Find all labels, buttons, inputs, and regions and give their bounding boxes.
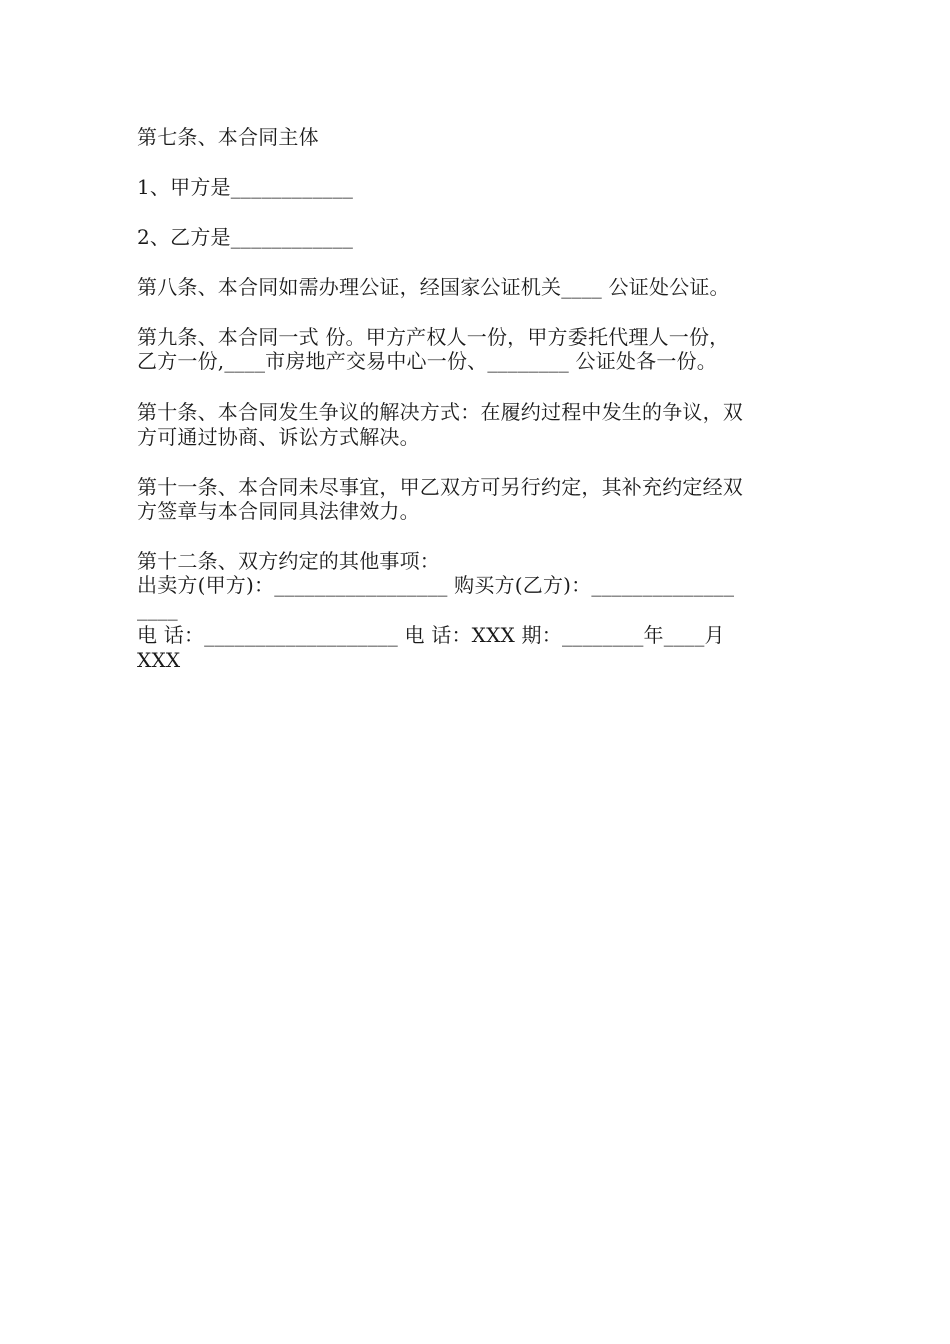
article-9-line-1: 第九条、本合同一式 份。甲方产权人一份，甲方委托代理人一份， bbox=[137, 325, 730, 349]
article-7-heading: 第七条、本合同主体 bbox=[137, 125, 319, 149]
signature-line-continued: ____ bbox=[137, 597, 178, 621]
article-11-line-1: 第十一条、本合同未尽事宜，甲乙双方可另行约定，其补充约定经双 bbox=[137, 475, 743, 499]
article-12-heading: 第十二条、双方约定的其他事项： bbox=[137, 549, 440, 573]
phone-date-line: 电 话：___________________ 电 话：XXX 期：________年____月 bbox=[137, 623, 725, 647]
signature-line: 出卖方(甲方)：_________________ 购买方(乙方)：______________ bbox=[137, 573, 735, 597]
phone-date-line-continued: XXX bbox=[137, 648, 181, 672]
party-b-line: 2、乙方是____________ bbox=[137, 225, 354, 249]
party-a-line: 1、甲方是____________ bbox=[137, 175, 354, 199]
article-9-line-2: 乙方一份,____市房地产交易中心一份、________ 公证处各一份。 bbox=[137, 349, 717, 373]
article-8-paragraph: 第八条、本合同如需办理公证，经国家公证机关____ 公证处公证。 bbox=[137, 275, 730, 299]
article-11-line-2: 方签章与本合同同具法律效力。 bbox=[137, 499, 420, 523]
article-10-line-1: 第十条、本合同发生争议的解决方式：在履约过程中发生的争议，双 bbox=[137, 400, 743, 424]
article-10-line-2: 方可通过协商、诉讼方式解决。 bbox=[137, 425, 420, 449]
